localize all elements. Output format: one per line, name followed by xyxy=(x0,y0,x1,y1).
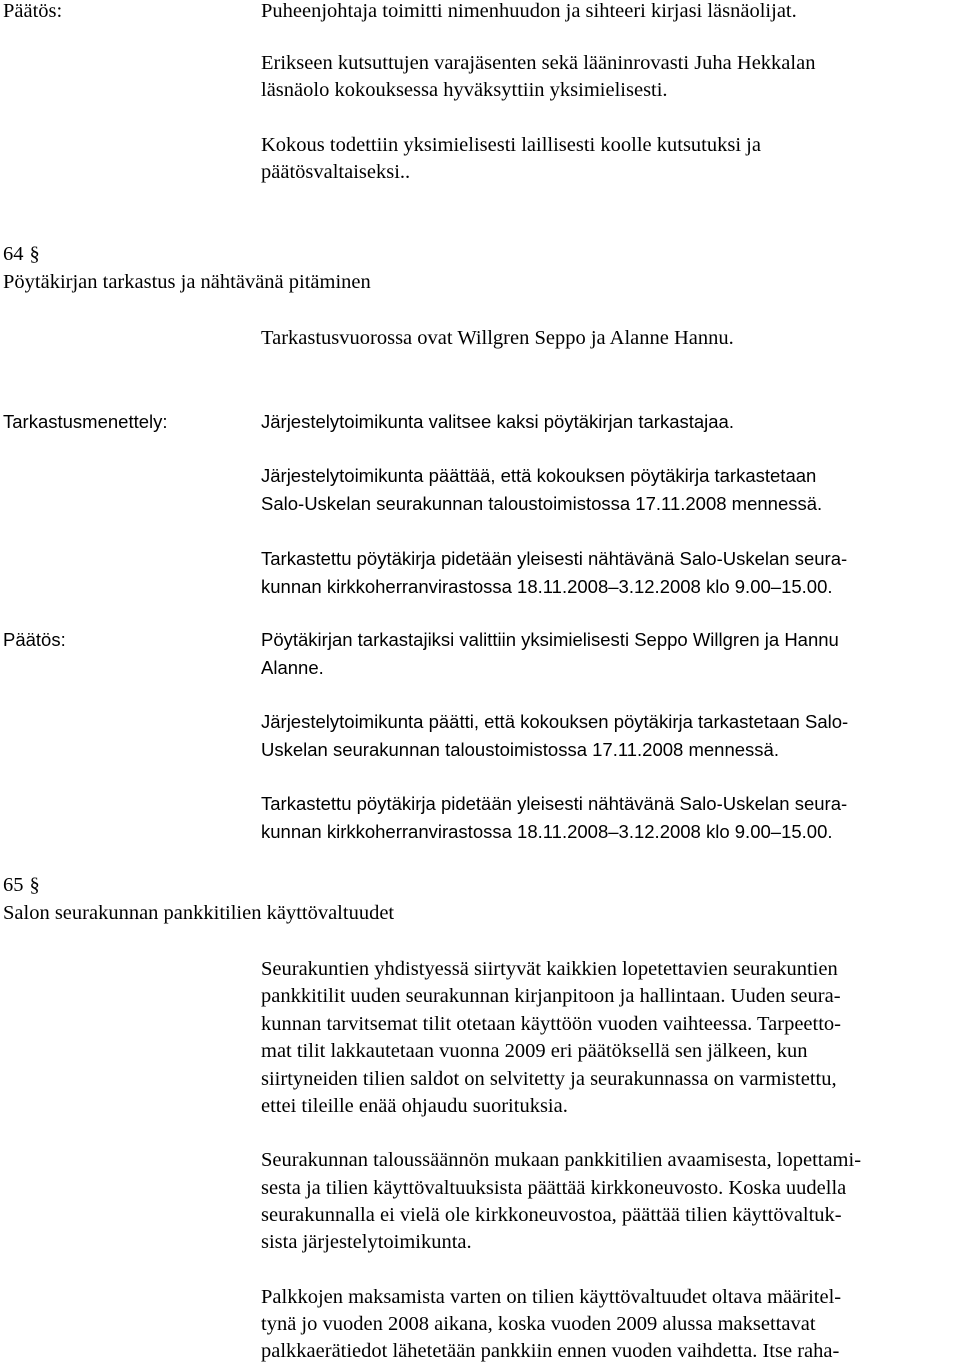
paragraph-line: Tarkastettu pöytäkirja pidetään yleisesti nähtävänä Salo-Uskelan seura- xyxy=(261,548,848,569)
section-heading-65 xyxy=(3,872,40,899)
section-number: 65 xyxy=(3,874,24,896)
section-heading-64 xyxy=(3,241,40,268)
paragraph-line: Salo-Uskelan seurakunnan taloustoimistossa 17.11.2008 mennessä. xyxy=(261,493,823,514)
procedure-label: Tarkastusmenettely: xyxy=(3,411,168,432)
paragraph-line: mat tilit lakkautetaan vuonna 2009 eri päätöksellä sen jälkeen, kun xyxy=(261,1040,808,1062)
paragraph-line: Kokous todettiin yksimielisesti laillisesti koolle kutsutuksi ja xyxy=(261,134,761,156)
paragraph-line: kunnan kirkkoherranvirastossa 18.11.2008–3.12.2008 klo 9.00–15.00. xyxy=(261,821,833,842)
paragraph-line: Järjestelytoimikunta päätti, että kokouksen pöytäkirja tarkastetaan Salo- xyxy=(261,711,849,732)
paragraph-line: kunnan kirkkoherranvirastossa 18.11.2008–3.12.2008 klo 9.00–15.00. xyxy=(261,576,833,597)
paragraph-line: palkkaerätiedot lähetetään pankkiin ennen vuoden vaihdetta. Itse raha- xyxy=(261,1340,840,1362)
paragraph-line: Uskelan seurakunnan taloustoimistossa 17.11.2008 mennessä. xyxy=(261,739,779,760)
paragraph-line: Puheenjohtaja toimitti nimenhuudon ja sihteeri kirjasi läsnäolijat. xyxy=(261,0,797,22)
paragraph-line: Seurakunnan taloussäännön mukaan pankkitilien avaamisesta, lopettami- xyxy=(261,1149,862,1171)
paragraph-line: pankkitilit uuden seurakunnan kirjanpitoon ja hallintaan. Uuden seura- xyxy=(261,985,841,1007)
section-symbol: § xyxy=(29,243,40,265)
paragraph-line: Palkkojen maksamista varten on tilien käyttövaltuudet oltava määritel- xyxy=(261,1286,842,1308)
paragraph-line: Seurakuntien yhdistyessä siirtyvät kaikkien lopetettavien seurakuntien xyxy=(261,958,838,980)
paragraph-line: Alanne. xyxy=(261,657,324,678)
paragraph-line: tynä jo vuoden 2008 aikana, koska vuoden 2009 alussa maksettavat xyxy=(261,1313,816,1335)
paragraph-line: seurakunnalla ei vielä ole kirkkoneuvostoa, päättää tilien käyttövaltuk- xyxy=(261,1204,842,1226)
section-title: Pöytäkirjan tarkastus ja nähtävänä pitäminen xyxy=(3,271,371,293)
paragraph-line: sista järjestelytoimikunta. xyxy=(261,1231,472,1253)
paragraph-line: Järjestelytoimikunta valitsee kaksi pöytäkirjan tarkastajaa. xyxy=(261,411,734,432)
paragraph-line: Tarkastettu pöytäkirja pidetään yleisesti nähtävänä Salo-Uskelan seura- xyxy=(261,793,848,814)
paragraph-line: päätösvaltaiseksi.. xyxy=(261,161,411,183)
decision-label: Päätös: xyxy=(3,0,63,22)
decision-label: Päätös: xyxy=(3,629,66,650)
paragraph-line: Tarkastusvuorossa ovat Willgren Seppo ja Alanne Hannu. xyxy=(261,327,734,349)
section-number: 64 xyxy=(3,243,24,265)
paragraph-line: Erikseen kutsuttujen varajäsenten sekä lääninrovasti Juha Hekkalan xyxy=(261,52,816,74)
paragraph-line: sesta ja tilien käyttövaltuuksista päättää kirkkoneuvosto. Koska uudella xyxy=(261,1177,847,1199)
paragraph-line: siirtyneiden tilien saldot on selvitetty ja seurakunnassa on varmistettu, xyxy=(261,1068,837,1090)
paragraph-line: Järjestelytoimikunta päättää, että kokouksen pöytäkirja tarkastetaan xyxy=(261,465,817,486)
paragraph-line: Pöytäkirjan tarkastajiksi valittiin yksimielisesti Seppo Willgren ja Hannu xyxy=(261,629,839,650)
paragraph-line: ettei tileille enää ohjaudu suorituksia. xyxy=(261,1095,568,1117)
paragraph-line: läsnäolo kokouksessa hyväksyttiin yksimielisesti. xyxy=(261,79,668,101)
section-symbol: § xyxy=(29,874,40,896)
paragraph-line: kunnan tarvitsemat tilit otetaan käyttöön vuoden vaihteessa. Tarpeetto- xyxy=(261,1013,841,1035)
section-title: Salon seurakunnan pankkitilien käyttövaltuudet xyxy=(3,902,395,924)
